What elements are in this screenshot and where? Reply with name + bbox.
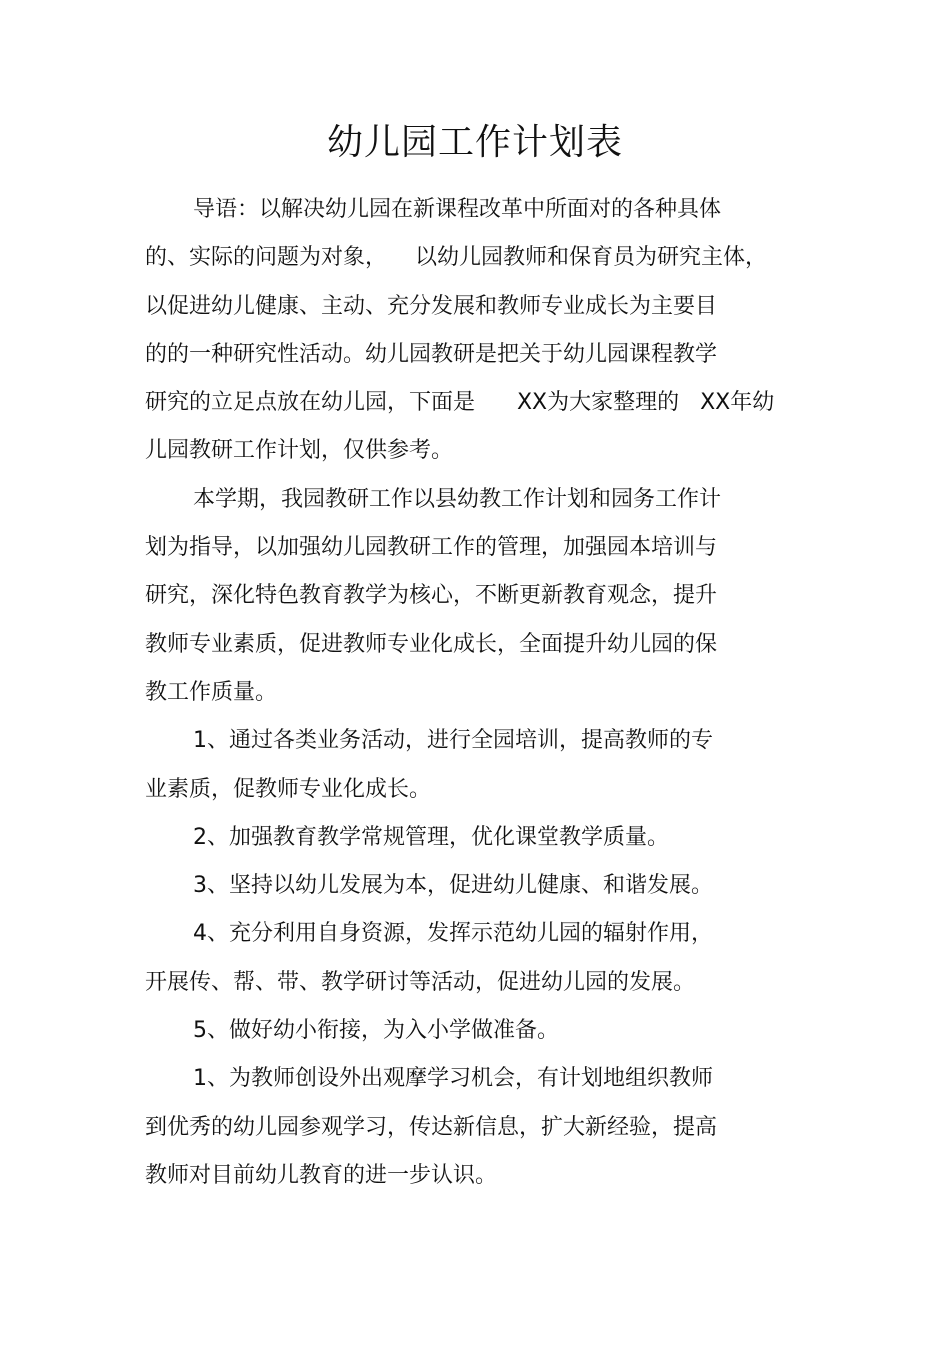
text-line: 以促进幼儿健康、主动、充分发展和教师专业成长为主要目 (145, 293, 718, 319)
text-line: 研究的立足点放在幼儿园，下面是 XX为大家整理的 XX年幼 (145, 390, 775, 416)
text-line: 3、坚持以幼儿发展为本，促进幼儿健康、和谐发展。 (193, 873, 713, 899)
text-line: 1、为教师创设外出观摩学习机会，有计划地组织教师 (193, 1066, 713, 1092)
text-line: 开展传、帮、带、教学研讨等活动，促进幼儿园的发展。 (145, 969, 696, 995)
text-line: 的、实际的问题为对象， 以幼儿园教师和保育员为研究主体， (145, 245, 767, 271)
document-title: 幼儿园工作计划表 (326, 122, 623, 163)
text-line: 1、通过各类业务活动，进行全园培训，提高教师的专 (193, 728, 713, 754)
text-line: 4、充分利用自身资源，发挥示范幼儿园的辐射作用， (193, 921, 713, 947)
document-body (145, 186, 825, 1200)
text-line: 的的一种研究性活动。幼儿园教研是把关于幼儿园课程教学 (145, 341, 718, 367)
text-line: 到优秀的幼儿园参观学习，传达新信息，扩大新经验，提高 (145, 1114, 718, 1140)
text-line: 2、加强教育教学常规管理，优化课堂教学质量。 (193, 824, 669, 850)
text-line: 划为指导，以加强幼儿园教研工作的管理，加强园本培训与 (145, 535, 718, 561)
text-line: 导语：以解决幼儿园在新课程改革中所面对的各种具体 (193, 197, 722, 222)
text-line: 教师对目前幼儿教育的进一步认识。 (145, 1162, 498, 1188)
text-line: 5、做好幼小衔接，为入小学做准备。 (193, 1018, 559, 1044)
text-line: 教师专业素质，促进教师专业化成长，全面提升幼儿园的保 (145, 631, 718, 657)
text-line: 儿园教研工作计划，仅供参考。 (145, 438, 454, 464)
text-line: 业素质，促教师专业化成长。 (145, 776, 432, 802)
text-line: 研究，深化特色教育教学为核心，不断更新教育观念，提升 (145, 583, 718, 609)
text-line: 教工作质量。 (145, 679, 278, 705)
text-line: 本学期，我园教研工作以县幼教工作计划和园务工作计 (193, 486, 722, 512)
